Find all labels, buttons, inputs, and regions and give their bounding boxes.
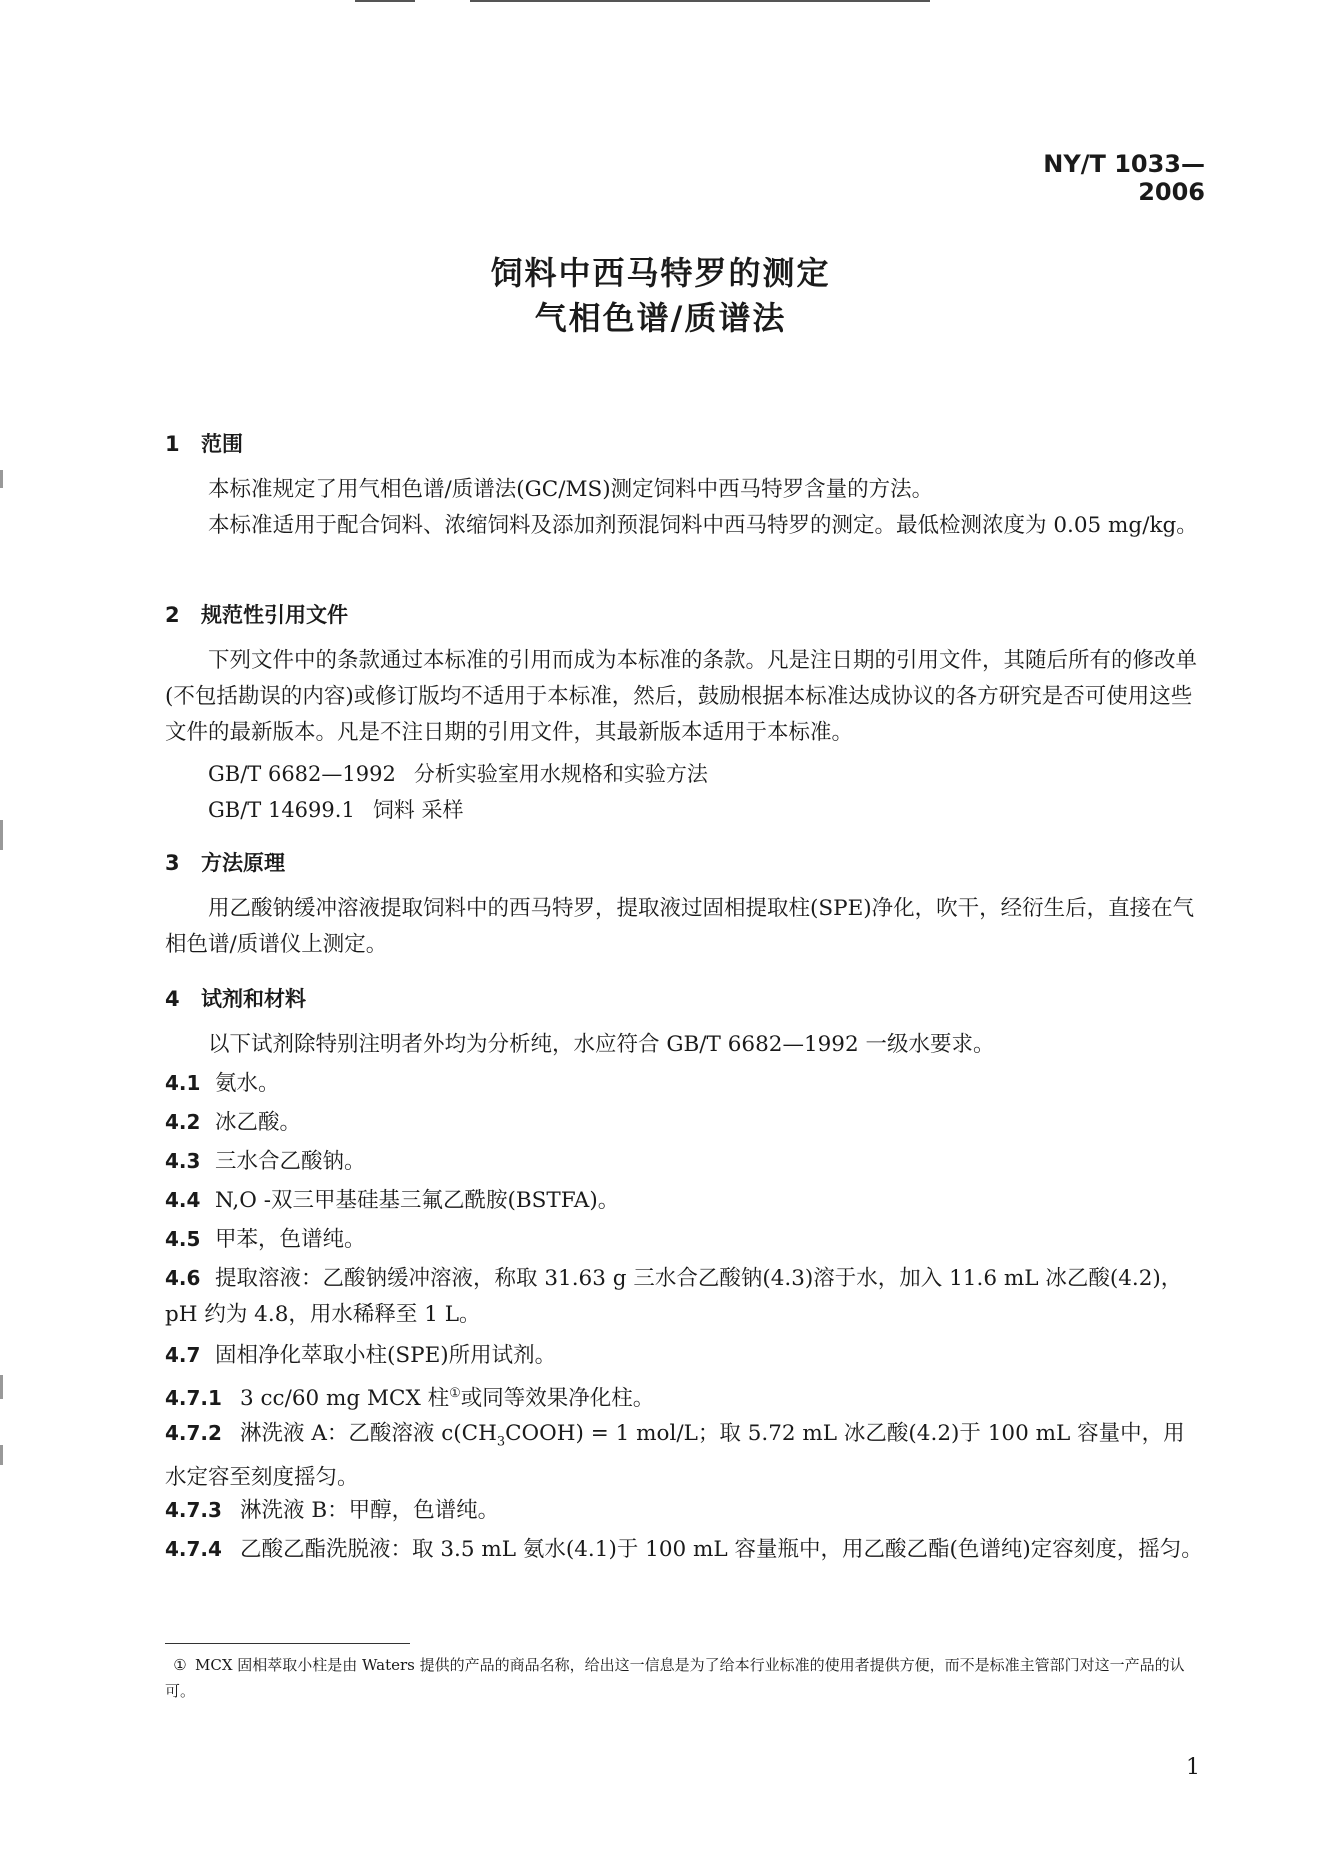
paragraph: 本标准适用于配合饲料、浓缩饲料及添加剂预混饲料中西马特罗的测定。最低检测浓度为 0.05 mg/kg。 <box>208 513 1198 538</box>
reference-code: GB/T 6682—1992 <box>208 762 396 786</box>
section-heading-principle <box>165 847 285 877</box>
item-text: 或同等效果净化柱。 <box>460 1386 655 1412</box>
item-text: 乙酸乙酯洗脱液：取 3.5 mL 氨水(4.1)于 100 mL 容量瓶中，用乙酸乙酯(色谱纯)定容刻度，摇匀。 <box>240 1537 1203 1562</box>
paragraph: 以下试剂除特别注明者外均为分析纯，水应符合 GB/T 6682—1992 一级水要求。 <box>208 1032 995 1057</box>
item-number: 4.2 <box>165 1110 201 1134</box>
item-number: 4.7.3 <box>165 1498 222 1522</box>
footnote-separator <box>165 1643 410 1644</box>
reference-item <box>208 794 482 824</box>
list-item <box>165 1182 1205 1219</box>
item-text: 三水合乙酸钠。 <box>215 1149 366 1174</box>
list-item <box>165 1337 1205 1374</box>
section-title: 方法原理 <box>201 851 285 875</box>
scan-mark <box>0 1445 3 1465</box>
section-number: 3 <box>165 851 180 875</box>
reference-title: 分析实验室用水规格和实验方法 <box>413 762 708 786</box>
section-title: 试剂和材料 <box>201 987 306 1011</box>
footnote-mark: ① <box>173 1656 187 1674</box>
list-item <box>165 1492 1205 1529</box>
item-text: 甲苯，色谱纯。 <box>215 1227 366 1252</box>
section-number: 1 <box>165 432 180 456</box>
item-number: 4.7 <box>165 1343 201 1367</box>
item-number: 4.7.4 <box>165 1537 222 1561</box>
item-text: 固相净化萃取小柱(SPE)所用试剂。 <box>215 1343 557 1368</box>
section-heading-scope <box>165 428 243 458</box>
item-number: 4.6 <box>165 1266 201 1290</box>
list-item <box>165 1221 1205 1258</box>
list-item <box>165 1531 1205 1568</box>
scan-mark <box>0 820 3 850</box>
list-item <box>165 1143 1205 1180</box>
item-text: 冰乙酸。 <box>215 1110 302 1135</box>
standard-number: NY/T 1033—2006 <box>1043 150 1205 206</box>
list-item <box>165 1104 1205 1141</box>
section-heading-references <box>165 599 348 629</box>
paragraph: 本标准规定了用气相色谱/质谱法(GC/MS)测定饲料中西马特罗含量的方法。 <box>208 477 934 502</box>
page-number: 1 <box>1186 1755 1200 1780</box>
subscript: 3 <box>496 1434 506 1450</box>
item-text: COOH) = 1 mol/L；取 5.72 mL 冰乙酸(4.2)于 100 mL 容量中，用水定容至刻度摇匀。 <box>165 1421 1185 1491</box>
footnote-ref: ① <box>449 1386 461 1401</box>
item-number: 4.7.1 <box>165 1386 222 1411</box>
item-text: 淋洗液 B：甲醇，色谱纯。 <box>240 1498 500 1523</box>
section-title: 规范性引用文件 <box>201 603 348 627</box>
reference-item <box>208 758 726 788</box>
item-text: 提取溶液：乙酸钠缓冲溶液，称取 31.63 g 三水合乙酸钠(4.3)溶于水，加入 11.6 mL 冰乙酸(4.2)，pH 约为 4.8，用水稀释至 1 L。 <box>165 1266 1183 1327</box>
item-number: 4.3 <box>165 1149 201 1173</box>
paragraph: 用乙酸钠缓冲溶液提取饲料中的西马特罗，提取液过固相提取柱(SPE)净化，吹干，经衍生后，直接在气相色谱/质谱仪上测定。 <box>165 896 1195 957</box>
top-edge-line <box>470 0 930 2</box>
list-item <box>165 1260 1205 1333</box>
list-item <box>165 1415 1205 1496</box>
reference-code: GB/T 14699.1 <box>208 798 355 822</box>
scan-mark <box>0 470 3 488</box>
item-text: 氨水。 <box>215 1071 280 1096</box>
section-number: 2 <box>165 603 180 627</box>
doc-subtitle: 气相色谱/质谱法 <box>534 299 787 337</box>
reference-title: 饲料 采样 <box>372 798 464 822</box>
paragraph: 下列文件中的条款通过本标准的引用而成为本标准的条款。凡是注日期的引用文件，其随后所有的修改单(不包括勘误的内容)或修订版均不适用于本标准，然后，鼓励根据本标准达成协议的各方研究是否可使用这些文件的最新版本。凡是不注日期的引用文件，其最新版本适用于本标准。 <box>165 648 1198 745</box>
item-text: 3 cc/60 mg MCX 柱 <box>240 1386 450 1412</box>
item-number: 4.5 <box>165 1227 201 1251</box>
scan-mark <box>0 1375 3 1399</box>
section-number: 4 <box>165 987 180 1011</box>
list-item <box>165 1376 1205 1417</box>
item-number: 4.1 <box>165 1071 201 1095</box>
item-text: N,O -双三甲基硅基三氟乙酰胺(BSTFA)。 <box>215 1188 620 1213</box>
item-number: 4.4 <box>165 1188 201 1212</box>
top-edge-line <box>355 0 415 2</box>
footnote <box>165 1652 1205 1704</box>
footnote-text: MCX 固相萃取小柱是由 Waters 提供的产品的商品名称，给出这一信息是为了给本行业标准的使用者提供方便，而不是标准主管部门对这一产品的认可。 <box>165 1656 1185 1700</box>
item-text: 淋洗液 A：乙酸溶液 c(CH <box>240 1421 497 1446</box>
doc-title: 饲料中西马特罗的测定 <box>490 254 831 292</box>
section-title: 范围 <box>201 432 243 456</box>
list-item <box>165 1065 1205 1102</box>
item-number: 4.7.2 <box>165 1421 222 1445</box>
section-heading-reagents <box>165 983 306 1013</box>
